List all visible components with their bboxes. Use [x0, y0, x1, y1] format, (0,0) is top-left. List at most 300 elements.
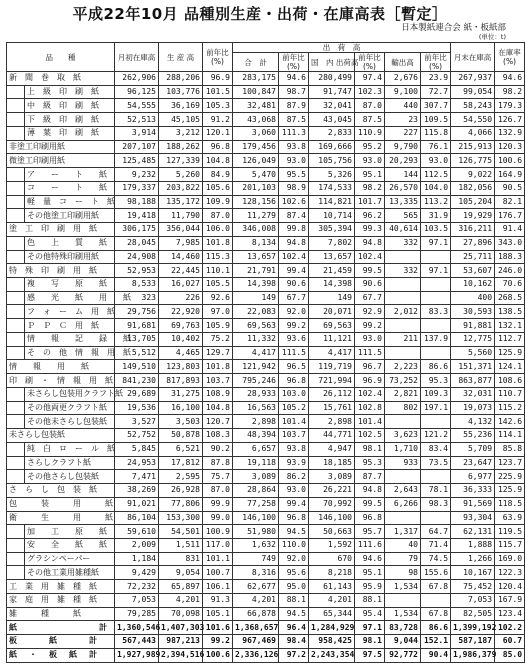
data-cell: 43,045	[309, 113, 355, 127]
data-cell: 933	[385, 456, 421, 470]
data-cell: 111.6	[355, 538, 385, 552]
data-cell: 99.2	[355, 319, 385, 333]
data-cell: 1,927,989	[115, 648, 159, 662]
data-cell: 69,763	[159, 319, 203, 333]
data-cell: 119.5	[495, 525, 525, 539]
data-cell: 120.7	[203, 415, 233, 429]
data-cell: 102.4	[279, 250, 309, 264]
data-cell: 98,188	[115, 195, 159, 209]
indent-cell	[7, 250, 25, 264]
data-cell	[421, 319, 451, 333]
data-cell: 802	[385, 401, 421, 415]
row-label: さらしクラフト紙	[25, 456, 115, 470]
data-cell: 115.2	[495, 401, 525, 415]
row-label: その他未さらし包装紙	[25, 415, 115, 429]
data-cell: 98.2	[495, 85, 525, 99]
data-cell: 98.7	[279, 85, 309, 99]
data-cell: 29,689	[115, 387, 159, 401]
pct-label: (%)	[211, 57, 224, 66]
data-cell: 1,511	[159, 538, 203, 552]
data-cell: 94.8	[355, 236, 385, 250]
data-cell: 94.8	[355, 484, 385, 498]
data-cell	[421, 291, 451, 305]
row-label: 下 級 印 刷 紙	[25, 113, 115, 127]
data-cell: 100.7	[203, 566, 233, 580]
header-total-yoy	[279, 53, 309, 72]
data-cell: 83.4	[421, 442, 451, 456]
table-row	[7, 580, 525, 594]
data-cell: 10,714	[309, 209, 355, 223]
data-cell: 126.7	[495, 113, 525, 127]
data-cell: 115.3	[203, 250, 233, 264]
data-cell: 87.4	[279, 209, 309, 223]
data-cell: 332	[385, 264, 421, 278]
table-row	[7, 552, 525, 566]
data-cell: 124.1	[495, 360, 525, 374]
data-cell: 43,068	[233, 113, 279, 127]
row-label: ア ー ト 紙	[25, 168, 115, 182]
data-cell: 121.2	[421, 429, 451, 443]
data-cell: 97.1	[421, 236, 451, 250]
data-cell: 16,563	[233, 401, 279, 415]
indent-cell	[7, 181, 25, 195]
data-cell: 831	[159, 552, 203, 566]
table-row	[7, 484, 525, 498]
data-cell: 28,045	[115, 236, 159, 250]
data-cell: 67.8	[421, 580, 451, 594]
data-cell: 69,563	[233, 319, 279, 333]
data-cell: 120.3	[495, 140, 525, 154]
data-cell	[385, 470, 421, 484]
data-cell: 95.3	[355, 456, 385, 470]
data-cell: 65,344	[309, 607, 355, 621]
data-cell: 316,211	[451, 223, 495, 237]
data-cell: 188,262	[159, 140, 203, 154]
row-label: その他さらし包装紙	[25, 470, 115, 484]
data-cell: 45,105	[159, 113, 203, 127]
data-cell: 62,677	[233, 580, 279, 594]
data-cell: 4,947	[309, 442, 355, 456]
data-cell: 105.5	[203, 278, 233, 292]
data-cell: 77,806	[159, 497, 203, 511]
data-cell: 117.0	[203, 538, 233, 552]
data-cell: 323	[115, 291, 159, 305]
data-cell: 93.8	[279, 140, 309, 154]
data-cell: 108.9	[203, 387, 233, 401]
data-cell: 13,705	[115, 332, 159, 346]
data-cell: 90.4	[421, 648, 451, 662]
data-cell: 119,719	[309, 360, 355, 374]
data-cell: 93.0	[355, 154, 385, 168]
data-cell: 21,459	[309, 264, 355, 278]
data-cell: 90.5	[495, 181, 525, 195]
data-cell	[385, 319, 421, 333]
data-cell: 87.0	[203, 484, 233, 498]
data-cell: 5,260	[159, 168, 203, 182]
indent-cell	[7, 401, 25, 415]
data-cell: 3,060	[233, 126, 279, 140]
data-cell: 102.4	[355, 387, 385, 401]
data-cell: 2,243,354	[309, 648, 355, 662]
indent-cell	[7, 442, 25, 456]
data-cell: 109.5	[421, 113, 451, 127]
data-cell: 4,201	[309, 593, 355, 607]
table-row	[7, 250, 525, 264]
table-row	[7, 332, 525, 346]
row-label: 情 報 用 紙	[7, 360, 115, 374]
indent-cell	[7, 236, 25, 250]
data-cell: 95.7	[355, 525, 385, 539]
data-cell: 95.6	[279, 566, 309, 580]
data-cell: 19,929	[451, 209, 495, 223]
data-cell: 61,143	[309, 580, 355, 594]
table-row	[7, 525, 525, 539]
data-cell: 400	[451, 291, 495, 305]
data-cell: 93.0	[355, 332, 385, 346]
data-cell: 95.2	[355, 140, 385, 154]
data-cell: 3,212	[159, 126, 203, 140]
data-cell: 92.0	[279, 552, 309, 566]
data-cell: 113.2	[421, 195, 451, 209]
data-cell: 4,132	[451, 415, 495, 429]
table-row	[7, 497, 525, 511]
data-cell: 14,398	[233, 278, 279, 292]
pct-label: (%)	[429, 62, 442, 71]
row-label: グラシンペーパー	[25, 552, 115, 566]
data-cell: 565	[385, 209, 421, 223]
row-label: その他両更クラフト紙	[25, 401, 115, 415]
data-cell: 225.9	[495, 470, 525, 484]
data-cell: 99,054	[451, 85, 495, 99]
data-cell: 32,031	[451, 387, 495, 401]
table-row	[7, 566, 525, 580]
data-cell: 8,134	[233, 236, 279, 250]
yoy-label: 前年比	[424, 53, 447, 62]
data-cell: 73.5	[421, 456, 451, 470]
data-cell: 87.5	[279, 113, 309, 127]
data-cell: 99.2	[203, 635, 233, 649]
table-row	[7, 291, 525, 305]
data-cell: 112.7	[495, 332, 525, 346]
table-row	[7, 264, 525, 278]
data-cell: 167.9	[495, 593, 525, 607]
data-cell: 22,445	[159, 264, 203, 278]
data-cell: 98.1	[355, 635, 385, 649]
data-cell: 169.0	[495, 552, 525, 566]
data-cell: 795,246	[233, 374, 279, 388]
data-cell: 111.3	[279, 126, 309, 140]
data-cell: 2,833	[309, 126, 355, 140]
data-cell	[385, 346, 421, 360]
data-cell: 201,103	[233, 181, 279, 195]
table-row	[7, 99, 525, 113]
data-cell: 27,896	[451, 236, 495, 250]
row-label: Ｐ Ｐ Ｃ 用 紙	[25, 319, 115, 333]
row-label: 新 聞 巻 取 紙	[7, 72, 115, 86]
data-cell: 98.3	[421, 497, 451, 511]
data-cell: 1,888	[451, 538, 495, 552]
table-row	[7, 319, 525, 333]
data-cell: 97.0	[203, 305, 233, 319]
table-row	[7, 415, 525, 429]
data-cell: 11,790	[159, 209, 203, 223]
total-row	[7, 621, 525, 635]
data-cell: 817,893	[159, 374, 203, 388]
data-cell: 1,184	[115, 552, 159, 566]
data-cell: 40	[385, 538, 421, 552]
total-row	[7, 635, 525, 649]
data-cell: 18,185	[309, 456, 355, 470]
data-cell: 74.5	[421, 552, 451, 566]
data-cell: 26,221	[309, 484, 355, 498]
data-cell: 83,728	[385, 621, 421, 635]
data-cell: 118.5	[495, 497, 525, 511]
data-cell: 114,821	[309, 195, 355, 209]
data-cell: 79	[385, 552, 421, 566]
data-cell: 28,864	[233, 484, 279, 498]
data-cell: 25,711	[451, 250, 495, 264]
data-cell: 3,089	[233, 470, 279, 484]
data-cell: 9,054	[159, 566, 203, 580]
data-cell: 227	[385, 126, 421, 140]
table-row	[7, 538, 525, 552]
data-cell: 179,337	[115, 181, 159, 195]
data-cell: 52,752	[115, 429, 159, 443]
data-cell: 179.3	[495, 99, 525, 113]
data-cell: 100.9	[203, 525, 233, 539]
table-row	[7, 429, 525, 443]
data-cell: 149	[233, 291, 279, 305]
row-label: その他工業用雑種紙	[25, 566, 115, 580]
data-cell	[421, 278, 451, 292]
indent-cell	[7, 99, 25, 113]
data-cell: 87.0	[355, 99, 385, 113]
data-cell: 19,418	[115, 209, 159, 223]
indent-cell	[7, 525, 25, 539]
data-cell: 2,898	[309, 415, 355, 429]
data-cell: 99.8	[279, 223, 309, 237]
indent-cell	[7, 456, 25, 470]
data-cell: 115.7	[495, 538, 525, 552]
data-cell: 110.1	[203, 264, 233, 278]
header-shipments: 出 荷 高	[233, 43, 451, 53]
data-cell: 6,521	[159, 442, 203, 456]
data-cell: 215,913	[451, 140, 495, 154]
header-category: 品 種	[7, 43, 115, 72]
data-cell: 4,417	[309, 346, 355, 360]
row-label: 薄 葉 印 刷 紙	[25, 126, 115, 140]
indent-cell	[7, 387, 25, 401]
data-cell: 44,771	[309, 429, 355, 443]
data-cell: 90.6	[279, 278, 309, 292]
indent-cell	[7, 168, 25, 182]
data-cell: 19,118	[233, 456, 279, 470]
header-total: 合 計	[233, 53, 279, 72]
data-cell	[421, 511, 451, 525]
data-cell: 29,756	[115, 305, 159, 319]
data-cell: 102.8	[355, 401, 385, 415]
data-cell: 120.4	[495, 580, 525, 594]
data-cell: 32,481	[233, 99, 279, 113]
data-cell: 93.0	[279, 484, 309, 498]
data-cell: 1,534	[385, 607, 421, 621]
data-cell: 110.7	[495, 387, 525, 401]
data-cell: 9,100	[385, 85, 421, 99]
data-cell: 129.7	[203, 346, 233, 360]
unit-label: (単位：t)	[478, 33, 506, 41]
data-cell: 8,316	[233, 566, 279, 580]
data-cell: 59,610	[115, 525, 159, 539]
data-cell: 76.1	[421, 140, 451, 154]
data-cell: 16,100	[159, 401, 203, 415]
data-cell: 109.9	[203, 195, 233, 209]
data-cell: 96.9	[203, 72, 233, 86]
table-row	[7, 593, 525, 607]
data-cell: 106.0	[203, 223, 233, 237]
table-row	[7, 360, 525, 374]
pct-label: (%)	[287, 62, 300, 71]
data-cell	[421, 250, 451, 264]
data-cell: 10,167	[451, 566, 495, 580]
data-cell: 86.6	[421, 360, 451, 374]
data-cell: 3,089	[309, 470, 355, 484]
indent-cell	[7, 538, 25, 552]
data-cell: 280,499	[309, 72, 355, 86]
data-cell: 149,510	[115, 360, 159, 374]
data-cell: 9,790	[385, 140, 421, 154]
data-cell: 24,953	[115, 456, 159, 470]
data-cell: 110.0	[279, 538, 309, 552]
data-cell: 2,821	[385, 387, 421, 401]
data-cell: 5,560	[451, 346, 495, 360]
data-cell: 91,681	[115, 319, 159, 333]
data-cell: 12,775	[451, 332, 495, 346]
table-row	[7, 195, 525, 209]
data-cell: 54,501	[159, 525, 203, 539]
data-cell: 50,878	[159, 429, 203, 443]
row-label: 微塗工印刷用紙	[7, 154, 115, 168]
data-cell: 179,456	[233, 140, 279, 154]
data-cell: 109.3	[421, 387, 451, 401]
header-domestic: 国 内 出荷高	[309, 53, 355, 72]
data-cell: 332	[385, 236, 421, 250]
data-cell: 14,398	[309, 278, 355, 292]
data-cell: 90.6	[355, 278, 385, 292]
indent-cell	[7, 113, 25, 127]
data-cell: 7,053	[115, 593, 159, 607]
data-cell: 88.1	[279, 593, 309, 607]
data-cell: 103.5	[421, 223, 451, 237]
data-cell: 9,022	[451, 168, 495, 182]
data-cell: 268.5	[495, 291, 525, 305]
data-cell: 83.3	[421, 305, 451, 319]
row-label: その他特殊印刷用紙	[25, 250, 115, 264]
indent-cell	[7, 85, 25, 99]
data-cell: 721,994	[309, 374, 355, 388]
row-label: 色 上 質 紙	[25, 236, 115, 250]
indent-cell	[7, 566, 25, 580]
data-cell: 8,533	[115, 278, 159, 292]
data-cell: 262,906	[115, 72, 159, 86]
data-cell: 82.1	[495, 195, 525, 209]
data-cell: 101.7	[355, 195, 385, 209]
data-cell: 96.8	[279, 374, 309, 388]
row-label: 雑 種 紙	[7, 607, 115, 621]
data-cell: 105.1	[203, 607, 233, 621]
data-cell: 94.5	[279, 607, 309, 621]
data-cell: 2,676	[385, 72, 421, 86]
table-row	[7, 85, 525, 99]
data-cell: 101.4	[355, 415, 385, 429]
data-cell: 144	[385, 168, 421, 182]
data-cell: 17,812	[159, 456, 203, 470]
pct-label: (%)	[363, 62, 376, 71]
row-label: 紙 計	[7, 621, 115, 635]
data-cell: 2,223	[385, 360, 421, 374]
data-cell: 67.8	[421, 607, 451, 621]
data-cell: 94.8	[279, 236, 309, 250]
data-cell: 3,914	[115, 126, 159, 140]
row-label: 純 白 ロ ー ル 紙	[25, 442, 115, 456]
table-row	[7, 456, 525, 470]
data-cell: 2,643	[385, 484, 421, 498]
data-cell: 101.4	[279, 415, 309, 429]
data-cell: 142.6	[495, 415, 525, 429]
data-cell: 53,607	[451, 264, 495, 278]
data-cell: 102.5	[355, 429, 385, 443]
data-cell: 82,505	[451, 607, 495, 621]
data-cell: 146,100	[309, 511, 355, 525]
row-label: 安 全 紙 紙	[25, 538, 115, 552]
data-cell: 70.6	[495, 278, 525, 292]
indent-cell	[7, 346, 25, 360]
data-cell: 105,204	[451, 195, 495, 209]
data-cell: 73,252	[385, 374, 421, 388]
table-row	[7, 374, 525, 388]
data-cell: 72,232	[115, 580, 159, 594]
data-cell: 98	[385, 566, 421, 580]
data-cell: 128,156	[233, 195, 279, 209]
table-row	[7, 387, 525, 401]
data-cell: 93.0	[421, 154, 451, 168]
data-cell: 1,317	[385, 525, 421, 539]
row-label: 感 光 紙 用 紙	[25, 291, 115, 305]
data-cell: 13,657	[309, 250, 355, 264]
indent-cell	[7, 291, 25, 305]
data-cell: 306,175	[115, 223, 159, 237]
data-cell: 100.6	[203, 648, 233, 662]
data-cell: 11,332	[233, 332, 279, 346]
data-cell: 91.2	[203, 113, 233, 127]
indent-cell	[7, 319, 25, 333]
table-body	[7, 72, 525, 663]
data-cell: 125.9	[495, 484, 525, 498]
data-cell: 77,258	[233, 497, 279, 511]
data-cell: 226	[159, 291, 203, 305]
data-cell: 24,908	[115, 250, 159, 264]
pct-label: (%)	[503, 57, 517, 66]
data-cell: 31,275	[159, 387, 203, 401]
data-cell: 96.8	[203, 140, 233, 154]
data-cell: 99.4	[279, 497, 309, 511]
data-cell: 105,756	[309, 154, 355, 168]
row-label: 塗 工 印 刷 用 紙	[7, 223, 115, 237]
data-cell: 7,471	[115, 470, 159, 484]
data-cell: 38,269	[115, 484, 159, 498]
row-label: 軽 量 コ ー ト 紙	[25, 195, 115, 209]
data-cell: 6,266	[385, 497, 421, 511]
data-cell: 95.5	[279, 168, 309, 182]
